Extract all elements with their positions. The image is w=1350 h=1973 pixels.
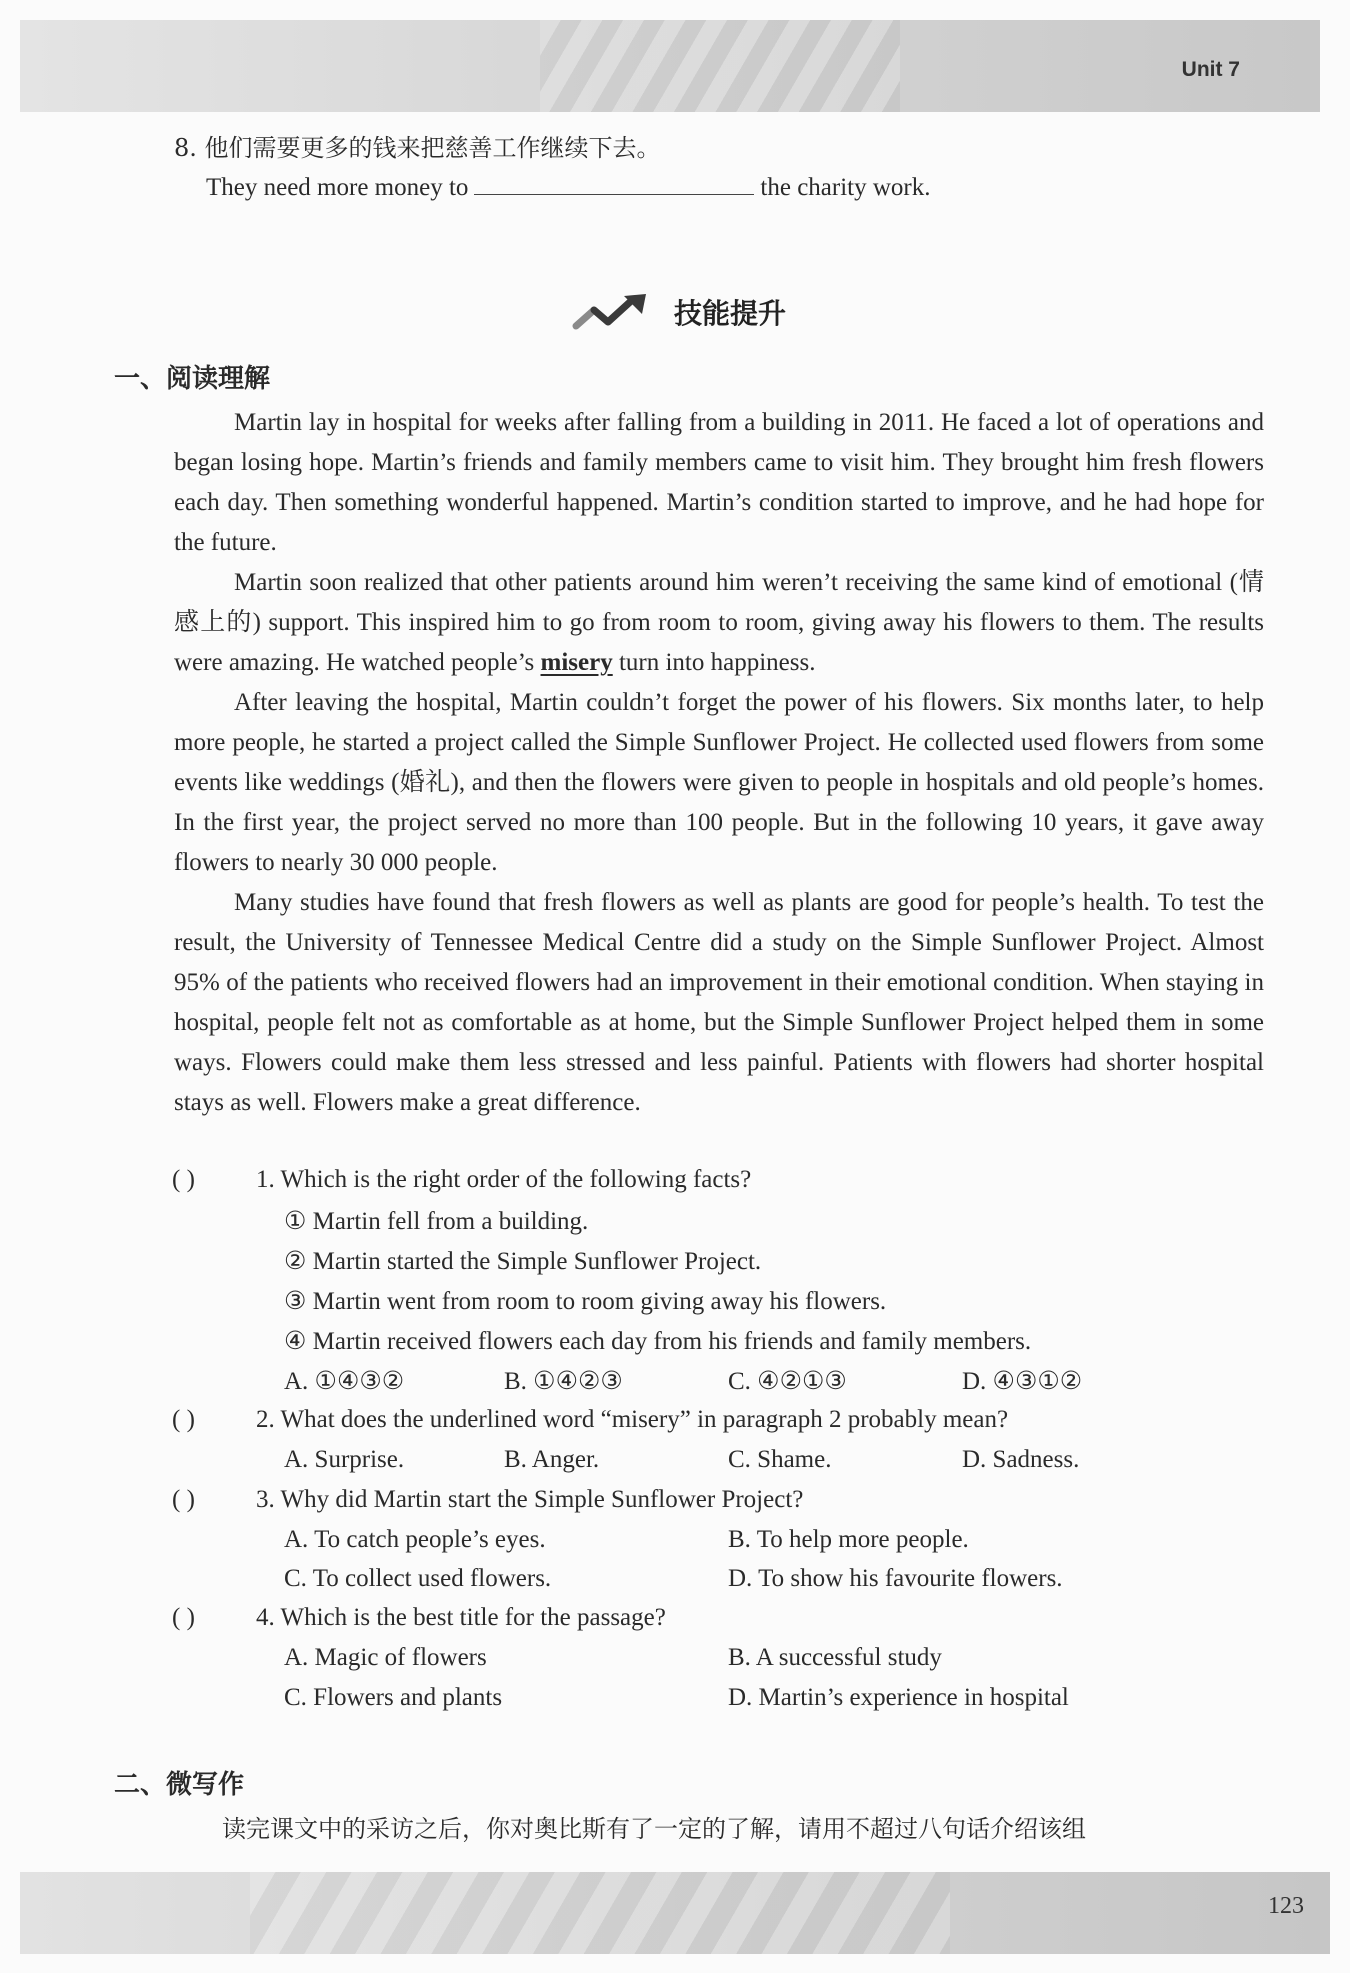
option-c[interactable]: C. Shame. (728, 1446, 832, 1473)
option-d[interactable]: D. Martin’s experience in hospital (728, 1684, 1069, 1711)
option-c[interactable]: C. Flowers and plants (284, 1684, 503, 1711)
page-number: 123 (1268, 1893, 1304, 1919)
q8-text-after: the charity work. (760, 174, 931, 201)
q8-chinese: 8. 他们需要更多的钱来把慈善工作继续下去。 (174, 134, 661, 162)
passage-paragraph-1: Martin lay in hospital for weeks after falling from a building in 2011. He faced a lot of operations and began losing hope. Martin’s friends and family members came to visit him. They brought him fresh flowers each day. Then something wonderful happened. Martin’s condition started to improve, and he had hope for the future. (174, 409, 1264, 556)
p2-text-before: Martin soon realized that other patients around him weren’t receiving the same kind of emotional (情感上的) support. This inspired him to go from room to room, giving away his flowers to them. The results were amazing. He watched people’s (174, 569, 1264, 676)
answer-paren[interactable]: ( ) (172, 1406, 195, 1433)
option-c[interactable]: C. ④②①③ (728, 1368, 847, 1395)
question-stem: 2. What does the underlined word “misery” in paragraph 2 probably mean? (256, 1406, 1009, 1433)
underlined-word-misery: misery (540, 649, 613, 676)
option-b[interactable]: B. Anger. (504, 1446, 600, 1473)
question-stem: 3. Why did Martin start the Simple Sunflower Project? (256, 1486, 804, 1513)
unit-label: Unit 7 (1181, 58, 1240, 81)
skill-section-label: 技能提升 (674, 297, 787, 330)
header-decoration (540, 20, 900, 112)
fact-item: ② Martin started the Simple Sunflower Project. (284, 1248, 762, 1275)
fact-item: ③ Martin went from room to room giving away his flowers. (284, 1288, 887, 1315)
option-b[interactable]: B. ①④②③ (504, 1368, 623, 1395)
trend-arrow-icon (572, 292, 656, 332)
option-d[interactable]: D. To show his favourite flowers. (728, 1565, 1063, 1592)
answer-paren[interactable]: ( ) (172, 1604, 195, 1631)
q8-answer-blank[interactable] (474, 172, 754, 195)
passage-paragraph-4: Many studies have found that fresh flowers as well as plants are good for people’s health. To test the result, the University of Tennessee Medical Centre did a study on the Simple Sunflower Project. Almost 95% of the patients who received flowers had an improvement in their emotional condition. When staying in hospital, people felt not as comfortable as at home, but the Simple Sunflower Project helped them in some ways. Flowers could make them less stressed and less painful. Patients with flowers had shorter hospital stays as well. Flowers make a great difference. (174, 889, 1264, 1116)
option-d[interactable]: D. ④③①② (962, 1368, 1083, 1395)
passage-paragraph-2 (174, 563, 1264, 683)
question-stem: 4. Which is the best title for the passage? (256, 1604, 666, 1631)
answer-paren[interactable]: ( ) (172, 1166, 195, 1193)
writing-instruction: 读完课文中的采访之后，你对奥比斯有了一定的了解，请用不超过八句话介绍该组 (222, 1815, 1086, 1843)
option-a[interactable]: A. To catch people’s eyes. (284, 1526, 546, 1553)
reading-heading: 一、阅读理解 (114, 364, 271, 394)
option-c[interactable]: C. To collect used flowers. (284, 1565, 552, 1592)
footer-decoration (250, 1872, 950, 1954)
option-b[interactable]: B. A successful study (728, 1644, 942, 1671)
p2-text-after: turn into happiness. (618, 649, 816, 676)
writing-heading: 二、微写作 (114, 1770, 245, 1800)
passage-paragraph-3: After leaving the hospital, Martin couldn’t forget the power of his flowers. Six months later, to help more people, he started a project called the Simple Sunflower Project. He collected used flowers from some events like weddings (婚礼), and then the flowers were given to people in hospitals and old people’s homes. In the first year, the project served no more than 100 people. But in the following 10 years, it gave away flowers to nearly 30 000 people. (174, 689, 1264, 876)
q8-text-before: They need more money to (206, 174, 469, 201)
q8-english (206, 171, 931, 205)
skill-section-title (572, 292, 786, 332)
option-a[interactable]: A. ①④③② (284, 1368, 405, 1395)
option-a[interactable]: A. Surprise. (284, 1446, 405, 1473)
option-b[interactable]: B. To help more people. (728, 1526, 969, 1553)
answer-paren[interactable]: ( ) (172, 1486, 195, 1513)
fact-item: ④ Martin received flowers each day from his friends and family members. (284, 1328, 1032, 1355)
reading-passage (174, 403, 1264, 1123)
option-a[interactable]: A. Magic of flowers (284, 1644, 487, 1671)
option-d[interactable]: D. Sadness. (962, 1446, 1080, 1473)
fact-item: ① Martin fell from a building. (284, 1208, 589, 1235)
question-stem: 1. Which is the right order of the following facts? (256, 1166, 752, 1193)
